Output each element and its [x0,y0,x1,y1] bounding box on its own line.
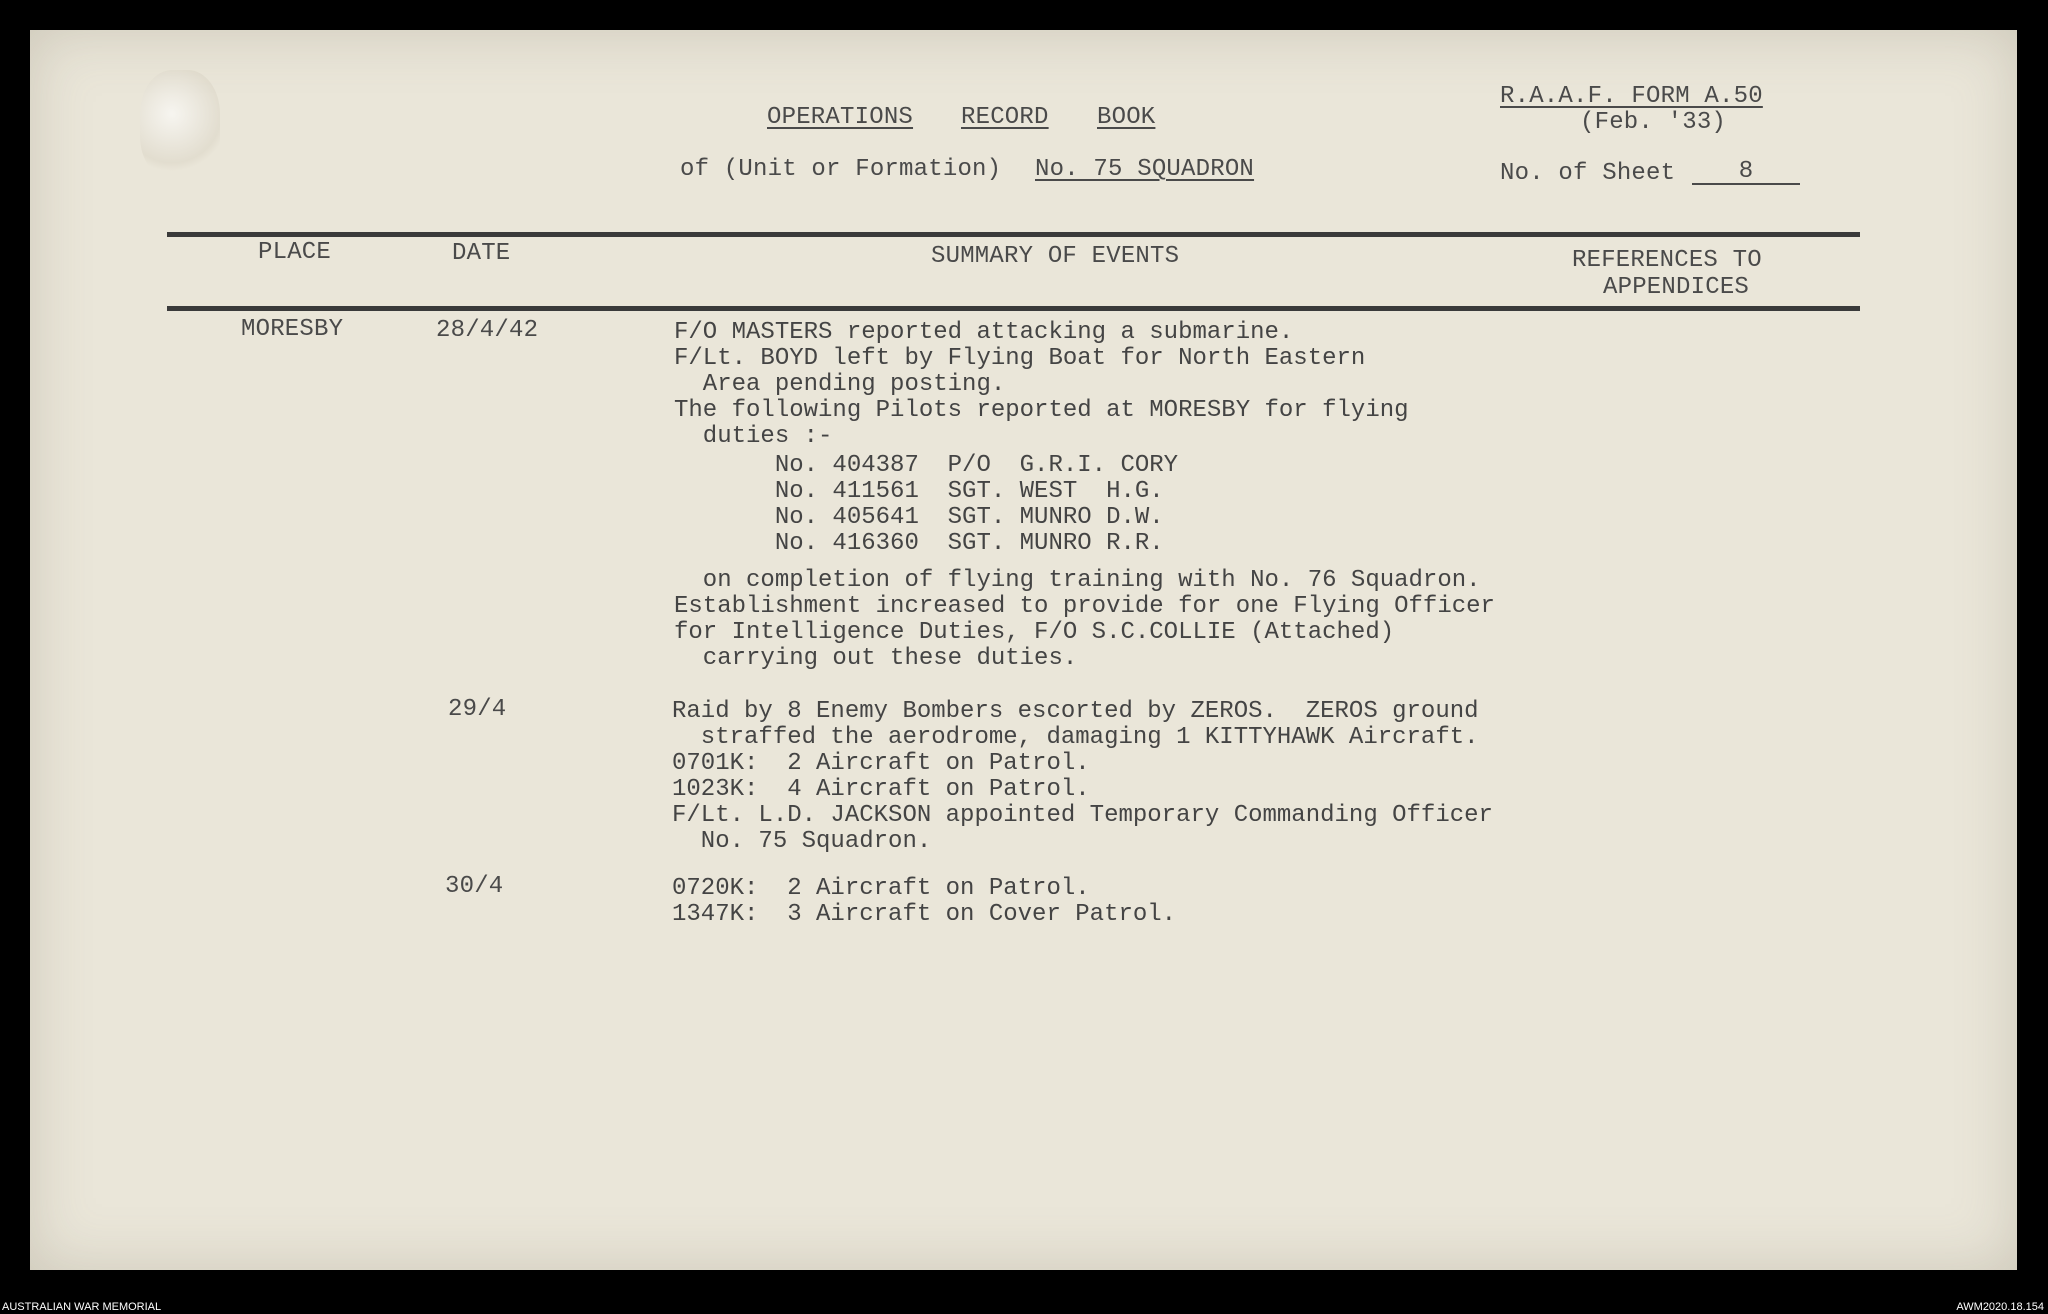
summary-line: The following Pilots reported at MORESBY for flying [674,397,1409,424]
entry-place: MORESBY [241,316,344,343]
title-book: BOOK [1097,104,1156,131]
summary-line: F/Lt. BOYD left by Flying Boat for North Eastern [674,345,1366,372]
entry-date-1: 28/4/42 [436,317,539,344]
summary-line: 0720K: 2 Aircraft on Patrol. [672,875,1090,902]
footer-credit: AUSTRALIAN WAR MEMORIAL [2,1301,162,1313]
title-record: RECORD [961,104,1049,131]
summary-line: Establishment increased to provide for one Flying Officer [674,593,1495,620]
entry-date-2: 29/4 [448,696,507,723]
sheet-value: 8 [1692,161,1800,185]
column-header-appendices: APPENDICES [1603,274,1750,301]
summary-line: Raid by 8 Enemy Bombers escorted by ZEROS. ZEROS ground [672,698,1479,725]
unit-label: of (Unit or Formation) [680,156,1002,183]
footer-accession-number: AWM2020.18.154 [1956,1301,2044,1313]
pilot-list-item: No. 405641 SGT. MUNRO D.W. [674,504,1164,531]
summary-line: straffed the aerodrome, damaging 1 KITTYHAWK Aircraft. [672,724,1479,751]
form-number: R.A.A.F. FORM A.50 [1500,83,1763,110]
summary-line: No. 75 Squadron. [672,828,932,855]
header-bottom-rule [167,306,1860,311]
column-header-summary: SUMMARY OF EVENTS [931,243,1180,270]
header-top-rule [167,232,1860,237]
column-header-place: PLACE [258,239,332,266]
title-operations: OPERATIONS [767,104,914,131]
form-date: (Feb. '33) [1580,109,1727,136]
pilot-list-item: No. 416360 SGT. MUNRO R.R. [674,530,1164,557]
summary-line: F/Lt. L.D. JACKSON appointed Temporary Commanding Officer [672,802,1493,829]
summary-line: for Intelligence Duties, F/O S.C.COLLIE (Attached) [674,619,1395,646]
summary-line: F/O MASTERS reported attacking a submarine. [674,319,1294,346]
summary-line: duties :- [674,423,833,450]
paper-crease [140,70,220,180]
summary-line: 1023K: 4 Aircraft on Patrol. [672,776,1090,803]
summary-line: carrying out these duties. [674,645,1078,672]
pilot-list-item: No. 411561 SGT. WEST H.G. [674,478,1164,505]
pilot-list-item: No. 404387 P/O G.R.I. CORY [674,452,1179,479]
entry-date-3: 30/4 [445,873,504,900]
summary-line: on completion of flying training with No. 76 Squadron. [674,567,1481,594]
sheet-label: No. of Sheet [1500,160,1676,187]
summary-line: Area pending posting. [674,371,1006,398]
column-header-date: DATE [452,240,511,267]
column-header-references: REFERENCES TO [1572,247,1762,274]
summary-line: 0701K: 2 Aircraft on Patrol. [672,750,1090,777]
unit-value: No. 75 SQUADRON [1035,156,1255,183]
summary-line: 1347K: 3 Aircraft on Cover Patrol. [672,901,1177,928]
